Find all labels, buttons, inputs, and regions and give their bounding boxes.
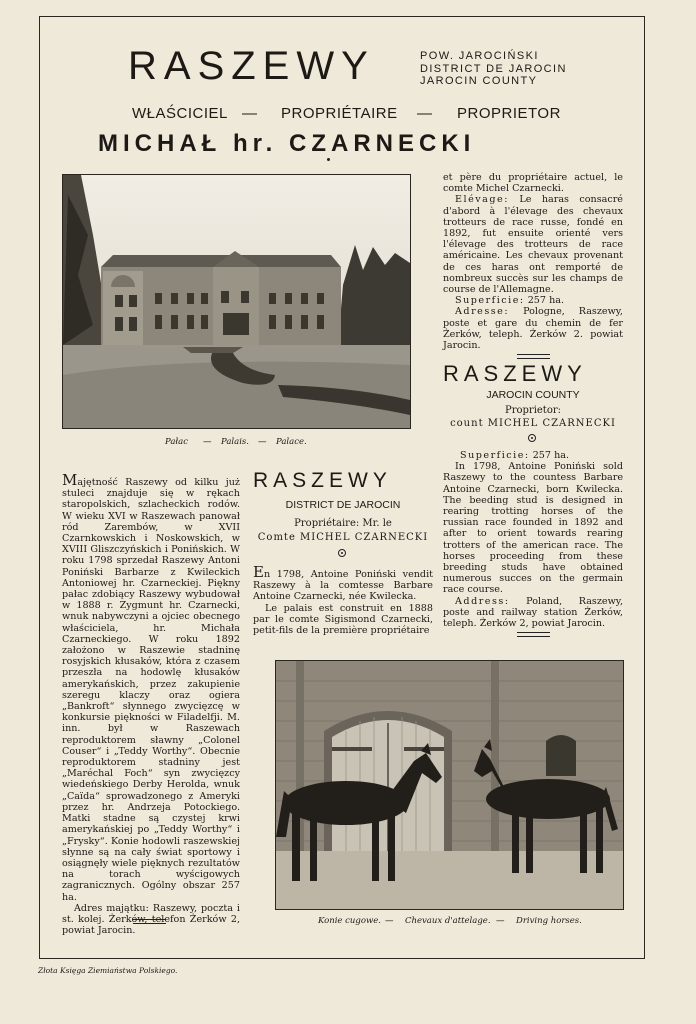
ring-ornament-fr bbox=[338, 549, 346, 557]
french-owner-line1: Propriétaire: Mr. le bbox=[294, 518, 392, 529]
owner-dash-2: — bbox=[417, 105, 433, 122]
english-proprietor-name: count MICHEL CZARNECKI bbox=[450, 418, 616, 429]
county-lines bbox=[420, 50, 567, 88]
palace-caption-fr: Palais. bbox=[221, 437, 249, 447]
french-heading: RASZEWY bbox=[253, 469, 392, 492]
double-rule bbox=[517, 354, 550, 359]
footer-credit: Złota Księga Ziemiaństwa Polskiego. bbox=[38, 966, 178, 975]
pl-body: ajętność Raszewy od kilku już stuleci znajduje się w rękach staropolskich, szlacheckich rodów. W wieku XVI w Raszewach panował ród Zarembów, w XVII Czarnkowskich i Noskowskich, w XVIII Gliszczyńskich i Ponińskich. W roku 1798 sprzedał Raszewy Antoni Poniński Barbarze z Kwileckich Antoniowej hr. Czarneckiej. Piękny pałac zdobiący Raszewy wybudował w 1888 r. Zygmunt hr. Czarnecki, wnuk nabywczyni a ojciec obecnego właściciela, hr. Michała Czarneckiego. W roku 1892 założono w Raszewie stadninę rosyjskich kłusaków, która z czasem przeszła na hodowlę kłusaków amerykańskich, przez zakupienie szeregu klaczy oraz ogiera „Bankroft“ słynnego zwycięzcę w konkursie piękności w Filadelfji. M. inn. był w Raszewach reproduktorem sławny „Colonel Couser“ i „Teddy Worthy“. Obecnie reproduktorem stadniny jest „Maréchal Foch“ syn zwycięzcy wiedeńskiego Derby Herolda, wnuk „Caïda“ sprowadzonego z Ameryki przez hr. Andrzeja Potockiego. Matki stadne są czystej krwi amerykańskiej po „Teddy Worthy“ i „Frysky“. Konie hodowli raszewskiej słynne są na cały świat sportowy i osiągnęły wiele pięknych rezultatów na torach wyścigowych zagranicznych. Ogólny obszar 257 ha. bbox=[62, 477, 240, 903]
ornament-dot bbox=[327, 158, 330, 161]
fr-adresse-text: Pologne, Raszewy, poste et gare du chemin de fer Żerków, teleph. Żerków 2. powiat Jarocin. bbox=[443, 306, 623, 352]
english-proprietor-label: Proprietor: bbox=[504, 405, 561, 416]
horses-caption-sep1: — bbox=[385, 916, 394, 926]
palace-photo bbox=[62, 174, 411, 429]
en-body-text: In 1798, Antoine Poniński sold Raszewy to the countess Barbare Antoine Czarnecki, born Kwilecka. The beeding stud is designed in rearing trotting horses of the russian race founded in 1892 and after to orient towards rearing trotters of the american race. The horses proceeding from these breeding studs have obtained numerous succes on the germain race course. bbox=[443, 461, 623, 596]
pl-address: Adres majątku: Raszewy, poczta i st. kolej. Żerków, telefon Żerków 2, powiat Jarocin. bbox=[62, 902, 240, 937]
fr-body2: Le palais est construit en 1888 par le comte Sigismond Czarnecki, petit-fils de la première propriétaire bbox=[253, 602, 433, 637]
page-title: RASZEWY bbox=[128, 44, 375, 88]
palace-illustration bbox=[63, 175, 410, 428]
county-line-pl: POW. JAROCIŃSKI bbox=[420, 50, 539, 62]
fr-elevage-label: Elévage: bbox=[455, 194, 509, 206]
owner-name: MICHAŁ hr. CZARNECKI bbox=[98, 130, 476, 157]
county-line-fr: DISTRICT DE JAROCIN bbox=[420, 62, 567, 75]
horses-photo bbox=[275, 660, 624, 910]
ring-ornament-en bbox=[528, 434, 536, 442]
owner-label-fr: PROPRIÉTAIRE bbox=[281, 105, 398, 122]
palace-caption-en: Palace. bbox=[276, 437, 307, 447]
en-surface-label: Superficie: bbox=[460, 450, 530, 461]
french-owner-line2: Comte MICHEL CZARNECKI bbox=[257, 532, 429, 543]
french-continuation bbox=[443, 172, 623, 351]
palace-caption-sep2: — bbox=[258, 437, 267, 447]
en-address-label: Address: bbox=[455, 595, 510, 607]
french-body bbox=[253, 563, 433, 637]
palace-caption-sep1: — bbox=[203, 437, 212, 447]
en-address-text: Poland, Raszewy, poste and railway station Żerków, teleph. Żerków 2, powiat Jarocin. bbox=[443, 595, 623, 630]
owner-label-en: PROPRIETOR bbox=[457, 105, 561, 122]
polish-column bbox=[62, 471, 240, 937]
county-line-en: JAROCIN COUNTY bbox=[420, 75, 538, 87]
french-district: DISTRICT DE JAROCIN bbox=[285, 499, 401, 511]
owner-label-pl: WŁAŚCICIEL bbox=[132, 105, 228, 122]
palace-caption-pl: Pałac bbox=[165, 437, 188, 447]
fr-superficie-value: 257 ha. bbox=[527, 295, 565, 307]
horses-caption-en: Driving horses. bbox=[516, 916, 582, 926]
owner-dash-1: — bbox=[242, 105, 258, 122]
fr-body1: n 1798, Antoine Poniński vendit Raszewy à la comtesse Barbare Antoine Czarnecki, née Kwilecka. bbox=[253, 569, 433, 603]
fr-superficie-label: Superficie: bbox=[455, 295, 525, 307]
horses-caption-sep2: — bbox=[496, 916, 505, 926]
double-rule-en bbox=[517, 632, 550, 637]
english-body bbox=[443, 450, 623, 629]
english-county: JAROCIN COUNTY bbox=[486, 389, 580, 401]
fr-dropcap: E bbox=[253, 563, 264, 581]
double-rule-pl bbox=[133, 919, 166, 924]
horses-caption-fr: Chevaux d'attelage. bbox=[405, 916, 491, 926]
horses-illustration bbox=[276, 661, 623, 909]
en-surface-value: 257 ha. bbox=[532, 450, 570, 461]
fr-elevage-text: Le haras consacré d'abord à l'élevage des chevaux trotteurs de race russe, fondé en 1892, fut ensuite orienté vers l'élevage des trotteurs de race américaine. Les chevaux provenant de ces haras ont remporté de nombreux succès sur les champs de course de l'Allemagne. bbox=[443, 194, 623, 296]
fr-cont-text: et père du propriétaire actuel, le comte Michel Czarnecki. bbox=[443, 172, 623, 195]
english-heading: RASZEWY bbox=[443, 361, 587, 386]
fr-adresse-label: Adresse: bbox=[455, 306, 510, 318]
horses-caption-pl: Konie cugowe. bbox=[318, 916, 381, 926]
pl-dropcap: M bbox=[62, 471, 78, 489]
